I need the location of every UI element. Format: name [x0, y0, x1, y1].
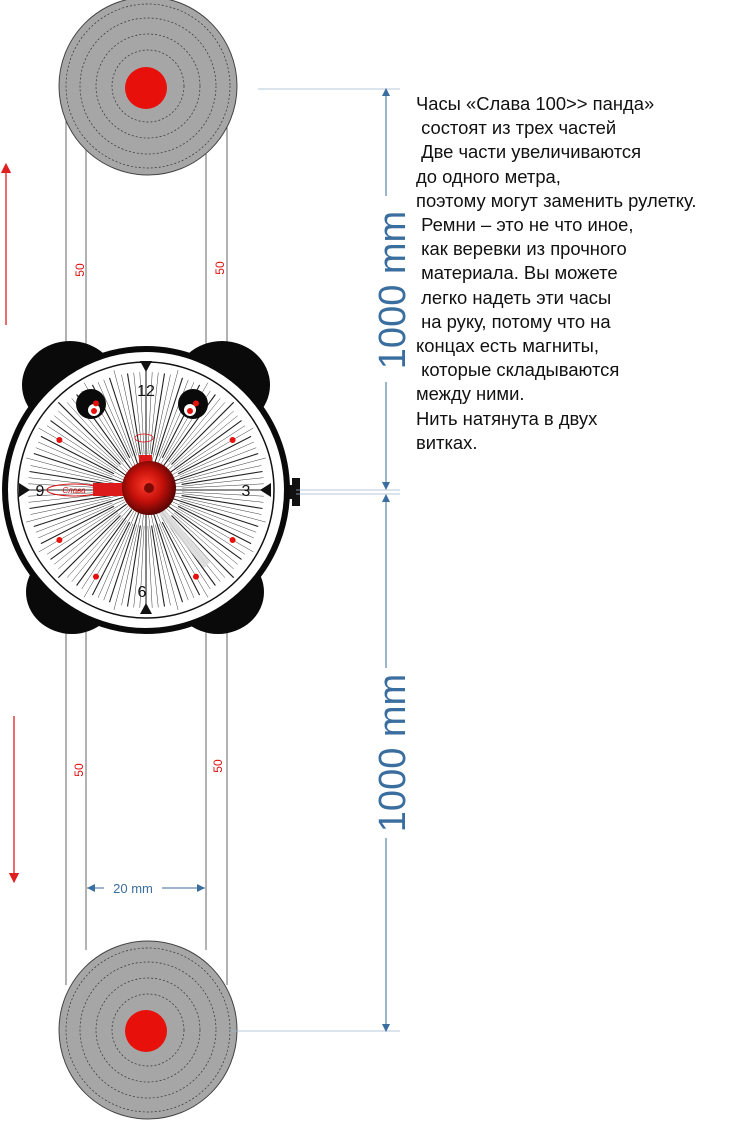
top-magnet [125, 67, 167, 109]
description-line: до одного метра, [416, 165, 561, 187]
bottom-reel [59, 941, 237, 1119]
numeral-12: 12 [137, 383, 155, 400]
strap-mark-lower-right: 50 [211, 759, 225, 773]
lower-strap [66, 630, 227, 985]
strap-mark-upper-left: 50 [73, 263, 87, 277]
minute-dot [230, 537, 236, 543]
minute-dot [93, 574, 99, 580]
description-line: на руку, потому что на [416, 310, 611, 332]
svg-text:Слава: Слава [62, 486, 86, 495]
description-line: материала. Вы можете [416, 262, 618, 284]
numeral-9: 9 [35, 483, 45, 500]
minute-dot [193, 400, 199, 406]
description-line: легко надеть эти часы [416, 286, 612, 308]
description-line: Нить натянута в двух [416, 407, 598, 429]
description-line: концах есть магниты, [416, 335, 599, 357]
strap-mark-lower-left: 50 [72, 763, 86, 777]
description-line: между ними. [416, 383, 525, 405]
description-line: Ремни – это не что иное, [416, 214, 634, 236]
numeral-6: 6 [137, 584, 147, 601]
dimension-bottom-label: 1000 mm [372, 673, 414, 833]
minute-dot [56, 537, 62, 543]
bottom-magnet [125, 1010, 167, 1052]
description-line: состоят из трех частей [416, 117, 617, 139]
top-reel [59, 0, 237, 175]
minute-dot [93, 400, 99, 406]
description-line: которые складываются [416, 359, 620, 381]
minute-dot [193, 574, 199, 580]
minute-dot [56, 437, 62, 443]
description-line: поэтому могут заменить рулетку. [416, 189, 697, 211]
description-line: Часы «Слава 100>> панда» [416, 93, 655, 114]
strap-mark-upper-right: 50 [213, 261, 227, 275]
minute-dot [230, 437, 236, 443]
dimension-width-label: 20 mm [113, 881, 153, 896]
dimension-top-label: 1000 mm [372, 210, 414, 370]
numeral-3: 3 [241, 483, 251, 500]
description-line: Две части увеличиваются [416, 141, 642, 163]
description-line: витках. [416, 431, 478, 453]
description-line: как веревки из прочного [416, 238, 627, 260]
description-text [416, 92, 746, 455]
